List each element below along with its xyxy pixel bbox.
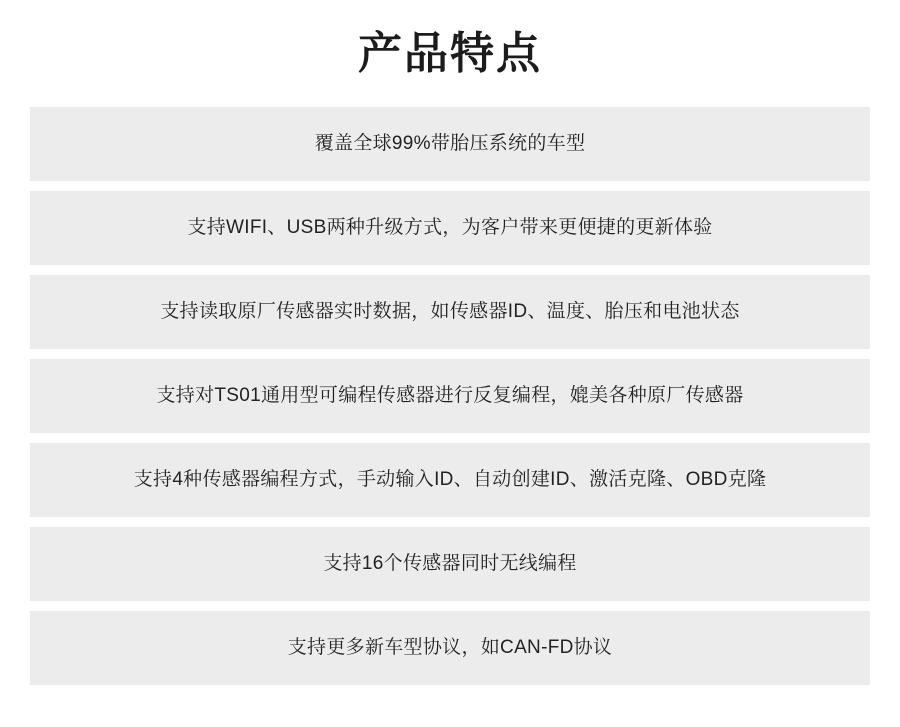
list-item	[30, 275, 870, 349]
page-title: 产品特点	[358, 29, 542, 78]
list-item	[30, 443, 870, 517]
feature-text: 支持读取原厂传感器实时数据，如传感器ID、温度、胎压和电池状态	[160, 301, 740, 323]
feature-text: 支持更多新车型协议，如CAN-FD协议	[287, 637, 613, 659]
feature-text: 支持对TS01通用型可编程传感器进行反复编程，媲美各种原厂传感器	[156, 385, 744, 407]
feature-list	[0, 107, 900, 685]
feature-text: 覆盖全球99%带胎压系统的车型	[314, 133, 586, 155]
feature-text: 支持4种传感器编程方式，手动输入ID、自动创建ID、激活克隆、OBD克隆	[133, 469, 767, 491]
list-item	[30, 107, 870, 181]
feature-text: 支持16个传感器同时无线编程	[323, 553, 577, 575]
list-item	[30, 191, 870, 265]
list-item	[30, 611, 870, 685]
feature-text: 支持WIFI、USB两种升级方式，为客户带来更便捷的更新体验	[187, 217, 713, 239]
list-item	[30, 527, 870, 601]
list-item	[30, 359, 870, 433]
